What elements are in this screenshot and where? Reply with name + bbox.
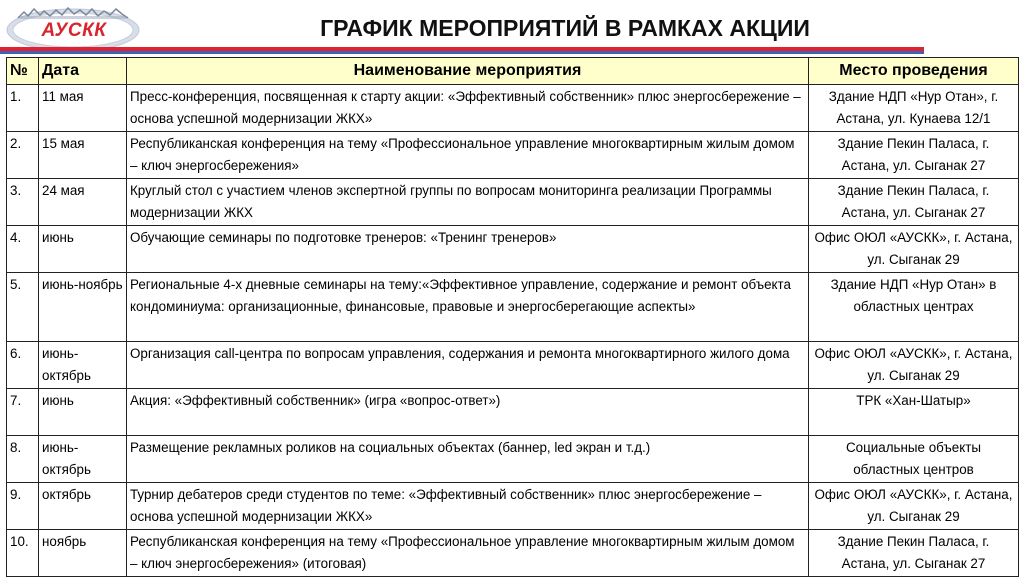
cell-place: Офис ОЮЛ «АУСКК», г. Астана, ул. Сыганак 29 xyxy=(809,483,1019,530)
cell-name: Турнир дебатеров среди студентов по теме: «Эффективный собственник» плюс энергосбережение – основа успешной модернизации ЖКХ» xyxy=(127,483,809,530)
table-row xyxy=(7,530,1019,577)
cell-name: Акция: «Эффективный собственник» (игра «вопрос-ответ») xyxy=(127,389,809,436)
cell-num: 3. xyxy=(7,179,39,226)
table-row xyxy=(7,389,1019,436)
cell-num: 10. xyxy=(7,530,39,577)
table-row xyxy=(7,179,1019,226)
cell-name: Республиканская конференция на тему «Профессиональное управление многоквартирным жилым домом – ключ энергосбережения» xyxy=(127,132,809,179)
cell-name: Размещение рекламных роликов на социальных объектах (баннер, led экран и т.д.) xyxy=(127,436,809,483)
events-table xyxy=(6,57,1019,577)
cell-num: 9. xyxy=(7,483,39,530)
cell-place: ТРК «Хан-Шатыр» xyxy=(809,389,1019,436)
header-name: Наименование мероприятия xyxy=(127,58,809,85)
header-date: Дата xyxy=(39,58,127,85)
cell-num: 6. xyxy=(7,342,39,389)
cell-name: Пресс-конференция, посвященная к старту акции: «Эффективный собственник» плюс энергосбережение – основа успешной модернизации ЖКХ» xyxy=(127,85,809,132)
cell-num: 5. xyxy=(7,273,39,342)
cell-place: Здание Пекин Паласа, г. Астана, ул. Сыганак 27 xyxy=(809,530,1019,577)
cell-date: июнь xyxy=(39,226,127,273)
cell-date: 11 мая xyxy=(39,85,127,132)
cell-name: Республиканская конференция на тему «Профессиональное управление многоквартирным жилым домом – ключ энергосбережения» (итоговая) xyxy=(127,530,809,577)
cell-place: Здание НДП «Нур Отан» в областных центрах xyxy=(809,273,1019,342)
page-title: ГРАФИК МЕРОПРИЯТИЙ В РАМКАХ АКЦИИ xyxy=(320,15,810,41)
cell-name: Организация call-центра по вопросам управления, содержания и ремонта многоквартирного жилого дома xyxy=(127,342,809,389)
table-row xyxy=(7,85,1019,132)
table-row xyxy=(7,436,1019,483)
title-divider-blue xyxy=(0,51,924,54)
cell-date: июнь-октябрь xyxy=(39,342,127,389)
cell-place: Офис ОЮЛ «АУСКК», г. Астана, ул. Сыганак 29 xyxy=(809,342,1019,389)
cell-num: 4. xyxy=(7,226,39,273)
header-place: Место проведения xyxy=(809,58,1019,85)
cell-place: Социальные объекты областных центров xyxy=(809,436,1019,483)
cell-date: октябрь xyxy=(39,483,127,530)
cell-date: июнь-ноябрь xyxy=(39,273,127,342)
logo xyxy=(4,4,142,52)
cell-num: 1. xyxy=(7,85,39,132)
cell-date: июнь-октябрь xyxy=(39,436,127,483)
table-row xyxy=(7,226,1019,273)
cell-place: Офис ОЮЛ «АУСКК», г. Астана, ул. Сыганак 29 xyxy=(809,226,1019,273)
cell-date: 15 мая xyxy=(39,132,127,179)
cell-place: Здание Пекин Паласа, г. Астана, ул. Сыганак 27 xyxy=(809,132,1019,179)
table-row xyxy=(7,132,1019,179)
cell-num: 8. xyxy=(7,436,39,483)
header-num: № xyxy=(7,58,39,85)
table-row xyxy=(7,483,1019,530)
cell-name: Региональные 4-х дневные семинары на тему:«Эффективное управление, содержание и ремонт объекта кондоминиума: организационные, финансовые, правовые и энергосберегающие аспекты» xyxy=(127,273,809,342)
cell-date: июнь xyxy=(39,389,127,436)
cell-num: 7. xyxy=(7,389,39,436)
table-header-row xyxy=(7,58,1019,85)
cell-date: ноябрь xyxy=(39,530,127,577)
cell-date: 24 мая xyxy=(39,179,127,226)
table-row xyxy=(7,273,1019,342)
cell-place: Здание Пекин Паласа, г. Астана, ул. Сыганак 27 xyxy=(809,179,1019,226)
cell-name: Круглый стол с участием членов экспертной группы по вопросам мониторинга реализации Программы модернизации ЖКХ xyxy=(127,179,809,226)
cell-name: Обучающие семинары по подготовке тренеров: «Тренинг тренеров» xyxy=(127,226,809,273)
cell-place: Здание НДП «Нур Отан», г. Астана, ул. Кунаева 12/1 xyxy=(809,85,1019,132)
logo-text: АУСКК xyxy=(41,20,107,41)
cell-num: 2. xyxy=(7,132,39,179)
table-row xyxy=(7,342,1019,389)
